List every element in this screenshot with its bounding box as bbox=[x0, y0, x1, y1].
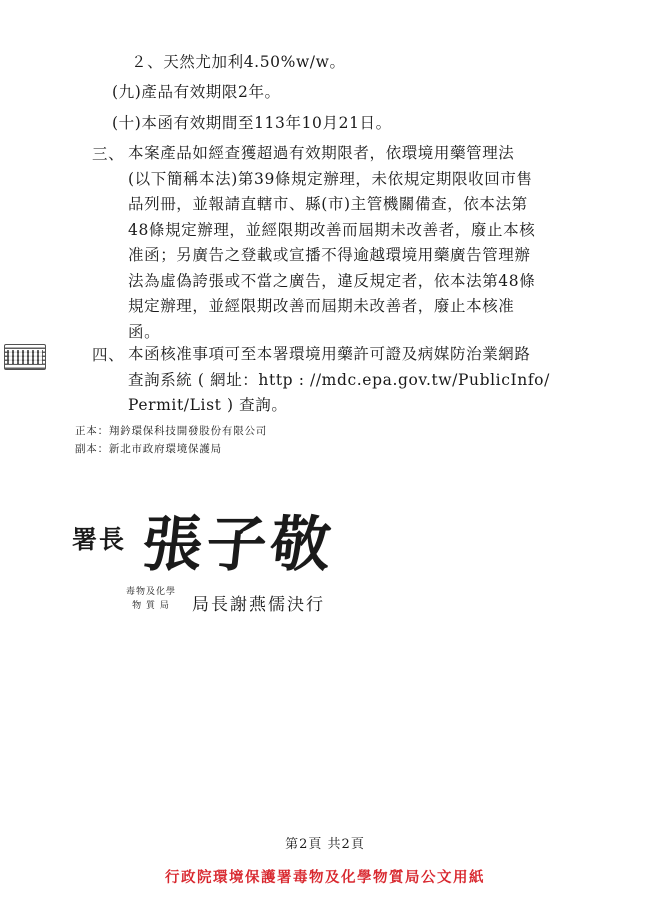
binding-seal-stamp bbox=[4, 344, 46, 370]
item3-line: 48條規定辦理，並經限期改善而屆期未改善者，廢止本核 bbox=[128, 220, 536, 239]
item4-line: 查詢系統 ( 網址：http : //mdc.epa.gov.tw/PublicInfo/ bbox=[128, 370, 550, 389]
signature-department-line: 物 質 局 bbox=[132, 601, 170, 611]
item3-line: (以下簡稱本法)第39條規定辦理，未依規定期限收回市售 bbox=[128, 169, 533, 188]
recipient-copy: 副本：新北市政府環境保護局 bbox=[75, 443, 222, 455]
item4-line: 本函核准事項可至本署環境用藥許可證及病媒防治業網路 bbox=[128, 345, 531, 363]
item3-line: 規定辦理，並經限期改善而屆期未改善者，廢止本核准 bbox=[128, 297, 515, 315]
recipient-main: 正本：翔鈐環保科技開發股份有限公司 bbox=[75, 425, 268, 437]
item3-label: 三、 bbox=[92, 145, 125, 163]
item3-line: 准函；另廣告之登載或宣播不得逾越環境用藥廣告管理辦 bbox=[128, 246, 531, 264]
item3-line: 函。 bbox=[128, 322, 161, 341]
item-line-validity-period: (十)本函有效期間至113年10月21日。 bbox=[112, 114, 392, 132]
item4-line: Permit/List ) 查詢。 bbox=[128, 396, 288, 414]
signature-name: 張子敬 bbox=[138, 510, 339, 580]
item3-line: 本案產品如經查獲超過有效期限者，依環境用藥管理法 bbox=[128, 144, 515, 162]
signature-delegate: 局長謝燕儒決行 bbox=[192, 595, 325, 615]
item4-label: 四、 bbox=[92, 346, 125, 364]
item-line-shelf-life: (九)產品有效期限2年。 bbox=[112, 83, 281, 101]
item3-line: 品列冊，並報請直轄市、縣(市)主管機關備查，依本法第 bbox=[128, 195, 528, 213]
signature-title: 署長 bbox=[72, 525, 127, 554]
item3-paragraph bbox=[128, 141, 535, 345]
signature-department-line: 毒物及化學 bbox=[125, 587, 176, 597]
item3-line: 法為虛偽誇張或不當之廣告，違反規定者，依本法第48條 bbox=[128, 271, 536, 290]
page-number: 第2頁 共2頁 bbox=[285, 837, 365, 852]
item-line-natural-eucalyptus: ２、天然尤加利4.50%w/w。 bbox=[131, 53, 346, 71]
signature-department bbox=[116, 585, 186, 613]
item4-paragraph bbox=[128, 342, 550, 419]
official-paper-label: 行政院環境保護署毒物及化學物質局公文用紙 bbox=[165, 869, 485, 886]
